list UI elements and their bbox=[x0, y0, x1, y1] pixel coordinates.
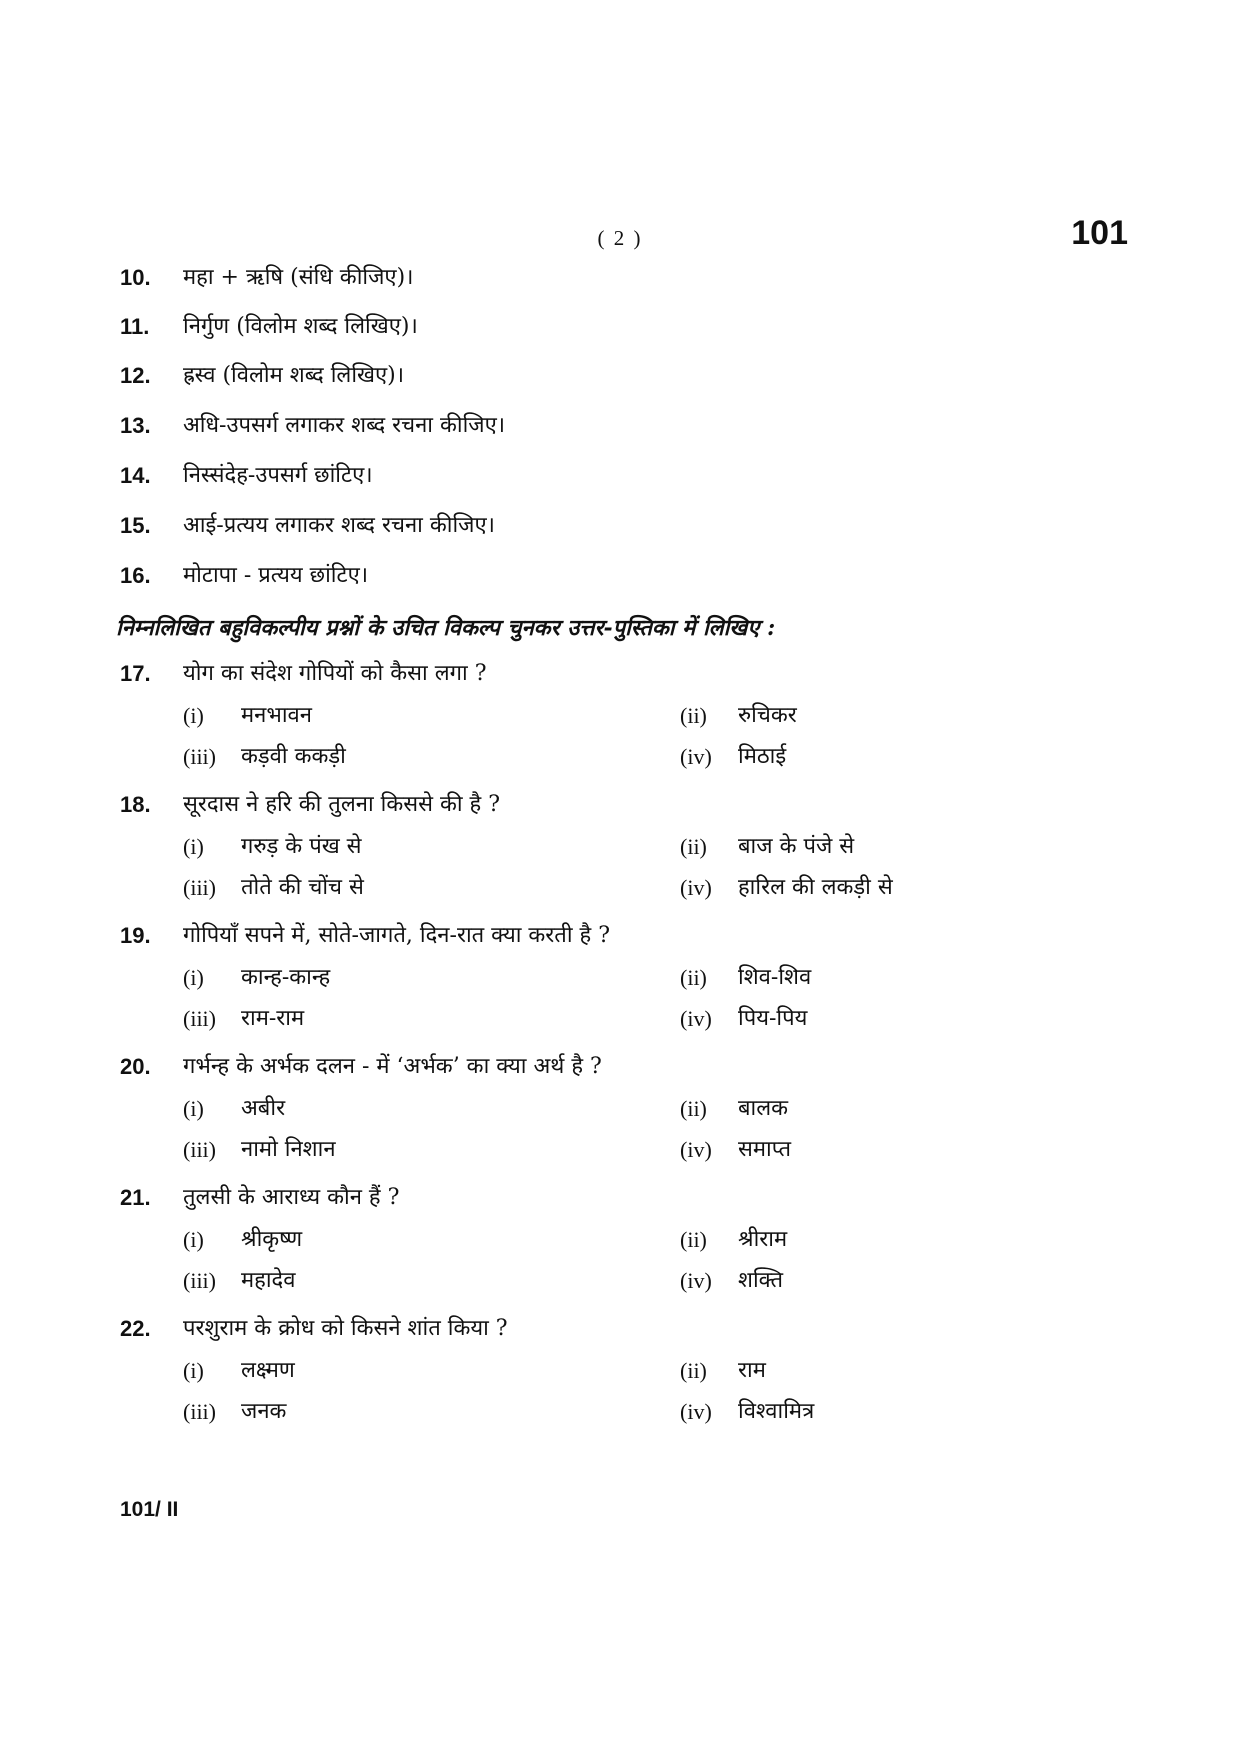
option-index: (ii) bbox=[680, 965, 707, 990]
option-text: शक्ति bbox=[738, 1268, 783, 1293]
question-16 bbox=[0, 558, 1240, 598]
question-number: 16. bbox=[120, 563, 151, 588]
option-text: महादेव bbox=[241, 1268, 296, 1293]
paper-code: 101 bbox=[1071, 214, 1128, 252]
option-index: (i) bbox=[183, 834, 204, 859]
option-text: तोते की चोंच से bbox=[241, 875, 364, 900]
question-text: महा + ऋषि (संधि कीजिए)। bbox=[183, 265, 414, 290]
question-19 bbox=[0, 918, 1240, 958]
question-text: मोटापा - प्रत्यय छांटिए। bbox=[183, 563, 369, 588]
option-text: बालक bbox=[738, 1096, 789, 1121]
option-index: (i) bbox=[183, 703, 204, 728]
option-index: (i) bbox=[183, 1096, 204, 1121]
question-text: योग का संदेश गोपियों को कैसा लगा ? bbox=[183, 661, 487, 686]
option-index: (iii) bbox=[183, 1137, 216, 1162]
option-index: (iii) bbox=[183, 1399, 216, 1424]
option-text: श्रीकृष्ण bbox=[241, 1227, 303, 1252]
option-index: (iii) bbox=[183, 875, 216, 900]
question-number: 11. bbox=[120, 314, 150, 339]
question-15 bbox=[0, 508, 1240, 548]
question-number: 17. bbox=[120, 661, 151, 686]
option-text: कान्ह-कान्ह bbox=[241, 965, 331, 990]
question-11 bbox=[0, 309, 1240, 349]
question-number: 19. bbox=[120, 923, 151, 948]
option-index: (iv) bbox=[680, 1268, 712, 1293]
page-number: ( 2 ) bbox=[597, 226, 643, 250]
option-text: कड़वी ककड़ी bbox=[241, 744, 346, 769]
option-index: (i) bbox=[183, 1227, 204, 1252]
option-index: (ii) bbox=[680, 1096, 707, 1121]
question-text: परशुराम के क्रोध को किसने शांत किया ? bbox=[183, 1316, 508, 1341]
option-text: बाज के पंजे से bbox=[738, 834, 855, 859]
option-text: अबीर bbox=[241, 1096, 286, 1121]
question-text: सूरदास ने हरि की तुलना किससे की है ? bbox=[183, 792, 501, 817]
question-text: निस्संदेह-उपसर्ग छांटिए। bbox=[183, 463, 373, 488]
question-text: निर्गुण (विलोम शब्द लिखिए)। bbox=[183, 314, 418, 339]
question-text: आई-प्रत्यय लगाकर शब्द रचना कीजिए। bbox=[183, 513, 495, 538]
question-14 bbox=[0, 458, 1240, 498]
option-text: समाप्त bbox=[738, 1137, 792, 1162]
question-number: 18. bbox=[120, 792, 151, 817]
question-number: 21. bbox=[120, 1185, 151, 1210]
option-text: हारिल की लकड़ी से bbox=[738, 875, 893, 900]
option-text: राम-राम bbox=[241, 1006, 305, 1031]
option-text: मनभावन bbox=[241, 703, 312, 728]
question-text: अधि-उपसर्ग लगाकर शब्द रचना कीजिए। bbox=[183, 413, 506, 438]
question-text: तुलसी के आराध्य कौन हैं ? bbox=[183, 1185, 400, 1210]
footer-paper-code: 101/ II bbox=[120, 1498, 179, 1521]
option-text: नामो निशान bbox=[241, 1137, 336, 1162]
question-number: 14. bbox=[120, 463, 151, 488]
question-21 bbox=[0, 1180, 1240, 1220]
question-text: गर्भन्ह के अर्भक दलन - में ‘अर्भक’ का क्या अर्थ है ? bbox=[183, 1054, 602, 1079]
question-10 bbox=[0, 260, 1240, 300]
option-text: गरुड़ के पंख से bbox=[241, 834, 362, 859]
option-text: पिय-पिय bbox=[738, 1006, 808, 1031]
option-index: (iv) bbox=[680, 875, 712, 900]
option-text: रुचिकर bbox=[738, 703, 797, 728]
question-12 bbox=[0, 358, 1240, 398]
option-index: (i) bbox=[183, 965, 204, 990]
question-20 bbox=[0, 1049, 1240, 1089]
option-index: (iv) bbox=[680, 744, 712, 769]
question-number: 12. bbox=[120, 363, 151, 388]
mcq-instruction: निम्नलिखित बहुविकल्पीय प्रश्नों के उचित विकल्प चुनकर उत्तर-पुस्तिका में लिखिए : bbox=[116, 615, 776, 641]
option-index: (i) bbox=[183, 1358, 204, 1383]
option-index: (iv) bbox=[680, 1399, 712, 1424]
question-17 bbox=[0, 656, 1240, 696]
option-index: (iii) bbox=[183, 744, 216, 769]
question-13 bbox=[0, 408, 1240, 448]
option-index: (ii) bbox=[680, 834, 707, 859]
option-text: मिठाई bbox=[738, 744, 787, 769]
option-text: शिव-शिव bbox=[738, 965, 812, 990]
question-22 bbox=[0, 1311, 1240, 1351]
option-text: लक्ष्मण bbox=[241, 1358, 295, 1383]
option-text: जनक bbox=[241, 1399, 287, 1424]
option-text: श्रीराम bbox=[738, 1227, 788, 1252]
option-text: विश्वामित्र bbox=[738, 1399, 815, 1424]
option-index: (iii) bbox=[183, 1268, 216, 1293]
question-18 bbox=[0, 787, 1240, 827]
option-index: (ii) bbox=[680, 1227, 707, 1252]
question-number: 22. bbox=[120, 1316, 151, 1341]
question-number: 13. bbox=[120, 413, 151, 438]
question-number: 15. bbox=[120, 513, 151, 538]
question-text: गोपियाँ सपने में, सोते-जागते, दिन-रात क्या करती है ? bbox=[183, 923, 610, 948]
option-index: (iv) bbox=[680, 1137, 712, 1162]
question-number: 20. bbox=[120, 1054, 151, 1079]
option-index: (ii) bbox=[680, 1358, 707, 1383]
question-text: ह्रस्व (विलोम शब्द लिखिए)। bbox=[183, 363, 405, 388]
option-index: (iii) bbox=[183, 1006, 216, 1031]
option-index: (ii) bbox=[680, 703, 707, 728]
question-number: 10. bbox=[120, 265, 151, 290]
option-text: राम bbox=[738, 1358, 766, 1383]
option-index: (iv) bbox=[680, 1006, 712, 1031]
